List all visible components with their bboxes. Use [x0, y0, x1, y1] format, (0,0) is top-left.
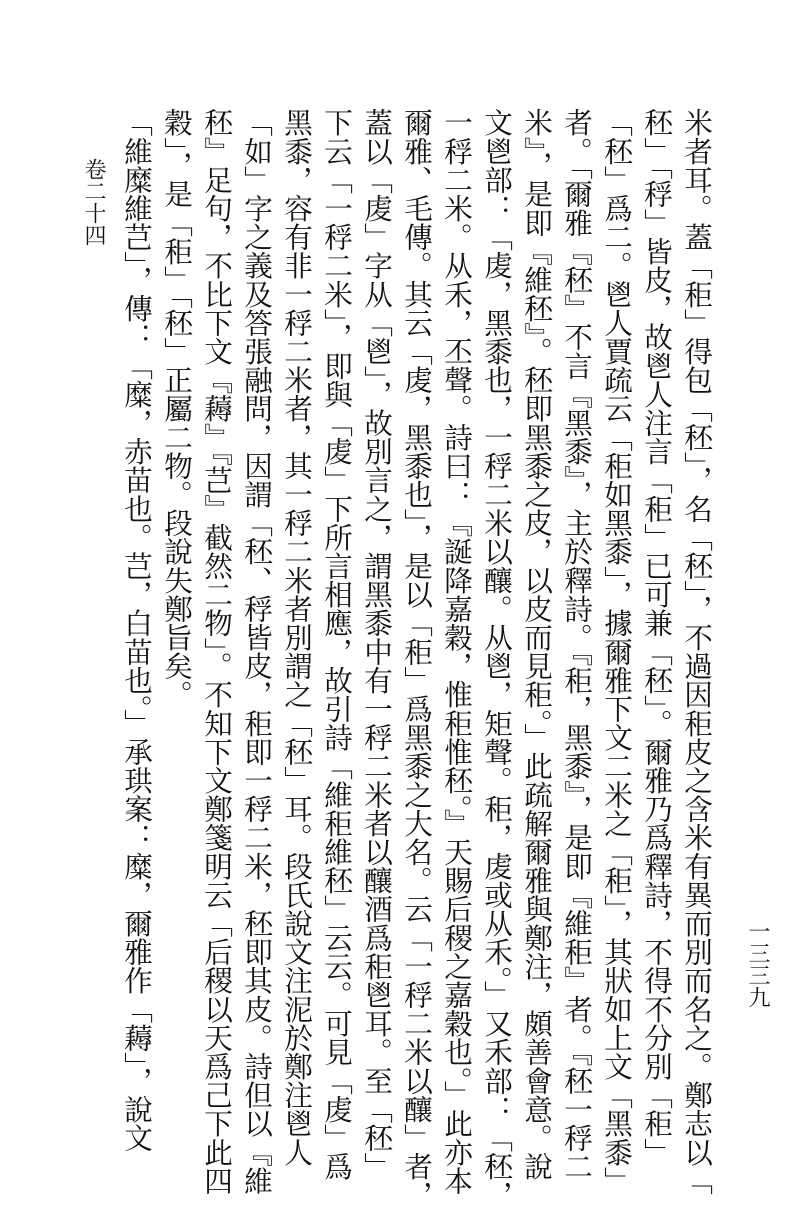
text-column-14: 穀」，是「秬」「秠」正屬二物。段說失鄭旨矣。: [160, 108, 194, 709]
text-column-6: 文鬯部：「䖍，黑黍也，一稃二米以釀。从鬯，矩聲。秬，䖍或从禾。」又禾部：「秠，: [480, 108, 514, 1209]
text-column-10: 下云「一稃二米」，即與「䖍」下所言相應，故引詩「維秬維秠」云云。可見「䖍」爲: [320, 108, 354, 1181]
text-column-7: 一稃二米。从禾，丕聲。詩曰：『誕降嘉穀，惟秬惟秠。』天賜后稷之嘉穀也。」此亦本: [440, 108, 474, 1195]
text-column-5: 米』，是即『維秠』。秠即黑黍之皮，以皮而見秬。」此疏解爾雅與鄭注，頗善會意。說: [520, 108, 554, 1181]
text-column-1: 米者耳。蓋「秬」得包「秠」，名「秠」，不過因秬皮之含米有異而別而名之。鄭志以「: [680, 108, 714, 1195]
text-column-12: 「如」字之義及答張融問，因謂「秠、稃皆皮，秬即一稃二米，秠即其皮。詩但以『維: [240, 108, 274, 1195]
text-column-13: 秠』足句，不比下文『𧂭』『芑』截然二物」。不知下文鄭箋明云「后稷以天爲己下此四: [200, 108, 234, 1195]
text-column-11: 黑黍，容有非一稃二米者，其一稃二米者別謂之「秠」耳。段氏說文注泥於鄭注鬯人: [280, 108, 314, 1167]
page-number: 一三三九: [745, 920, 770, 1008]
text-column-4: 者。「爾雅『秠』不言『黑黍』，主於釋詩。『秬，黑黍』，是即『維秬』者。『秠一稃二: [560, 108, 594, 1181]
text-column-2: 秠」「稃」皆皮，故鬯人注言「秬」已可兼「秠」。爾雅乃爲釋詩，不得不分別「秬」: [640, 108, 674, 1167]
text-column-8: 爾雅、毛傳。其云「䖍，黑黍也」，是以「秬」爲黑黍之大名。云「一稃二米以釀」者，: [400, 108, 434, 1209]
text-column-3: 「秠」爲二。鬯人賈疏云「秬如黑黍」，據爾雅下文二米之「秬」，其狀如上文「黑黍」: [600, 108, 634, 1195]
text-column-15: 「維糜維芑」，傳：「糜，赤苗也。芑，白苗也。」承珙案：糜，爾雅作「𧂭」，說文: [120, 108, 154, 1152]
volume-label: 卷二十四: [81, 158, 106, 246]
text-column-9: 蓋以「䖍」字从「鬯」，故別言之，謂黑黍中有一稃二米者以釀酒爲秬鬯耳。至「秠」: [360, 108, 394, 1181]
